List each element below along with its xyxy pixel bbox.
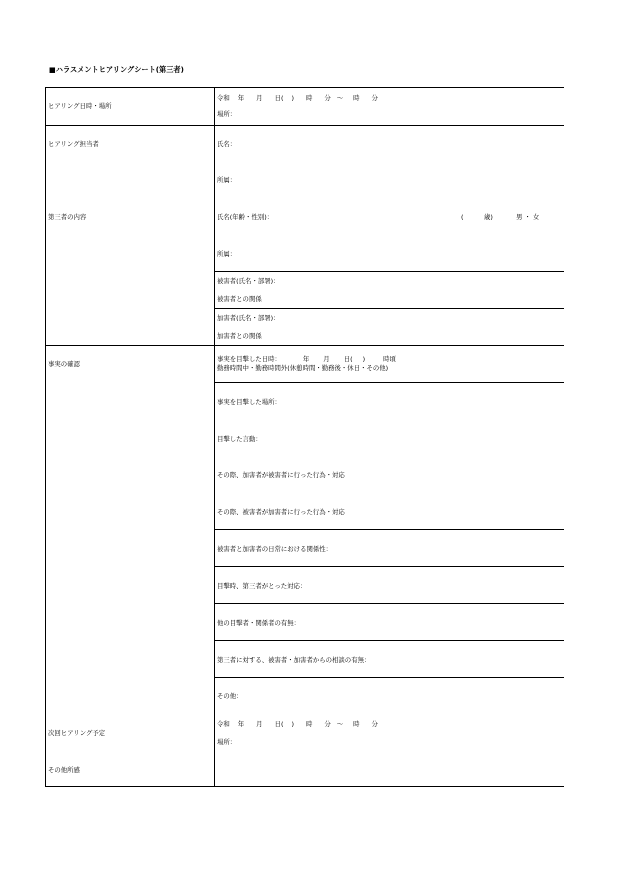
era-text: 令和 (217, 94, 230, 102)
offender-actions-field[interactable]: その際、加害者が被害者に行った行為・対応 (217, 471, 345, 479)
row-divider-others (214, 603, 564, 604)
daily-relationship-field[interactable]: 被害者と加害者の日常における関係性： (217, 545, 333, 553)
next-hearing-label: 次回ヒアリング予定 (48, 729, 106, 737)
third-party-response-field[interactable]: 目撃時、第三者がとった対応： (217, 582, 307, 590)
requests-field[interactable]: 第三者に対する、被害者・加害者からの相談の有無： (217, 656, 371, 664)
hour-text: 時 (305, 94, 313, 102)
minute-text: 分 (324, 94, 331, 102)
row-divider-relationship (214, 529, 564, 530)
witness-month-text: 月 (323, 355, 330, 363)
facts-label: 事実の確認 (48, 360, 80, 368)
column-divider (214, 87, 215, 786)
interviewer-dept-field[interactable]: 所属： (217, 176, 237, 184)
hearing-place-field[interactable]: 場所： (217, 110, 237, 118)
next-tilde-text: ～ (336, 720, 344, 728)
victim-relation-field[interactable]: 被害者との関係 (217, 295, 262, 303)
table-left-border (45, 87, 46, 786)
hearing-datetime-field[interactable] (217, 94, 378, 102)
next-hearing-place-field[interactable]: 場所： (217, 738, 237, 746)
table-top-border (45, 87, 564, 88)
third-party-name-field[interactable]: 氏名(年齢・性別)： (217, 213, 274, 221)
minute2-text: 分 (371, 94, 378, 102)
row-divider-requests (214, 640, 564, 641)
next-hour-text: 時 (305, 720, 313, 728)
next-era-text: 令和 (217, 720, 230, 728)
row-divider-other (214, 677, 564, 678)
witness-weekday-close-text: ) (362, 355, 366, 363)
month-text: 月 (256, 94, 263, 102)
sheet-title: ■ハラスメントヒアリングシート(第三者) (49, 65, 184, 74)
offender-name-field[interactable]: 加害者(氏名・部署)： (217, 314, 280, 322)
next-year-text: 年 (237, 720, 245, 728)
third-party-age-unit: 歳) (484, 213, 493, 221)
interviewer-label: ヒアリング担当者 (48, 140, 99, 148)
third-party-gender-field[interactable]: 男 ・ 女 (516, 213, 540, 221)
witness-place-field[interactable]: 事実を目撃した場所： (217, 398, 281, 406)
row-divider-offender (214, 308, 564, 309)
witness-datetime-field[interactable] (217, 355, 396, 363)
victim-actions-field[interactable]: その際、被害者が加害者に行った行為・対応 (217, 508, 345, 516)
offender-relation-field[interactable]: 加害者との関係 (217, 332, 262, 340)
row-divider-victim (214, 271, 564, 272)
tilde-text: ～ (336, 94, 344, 102)
witness-day-text: 日( (343, 355, 353, 363)
next-hearing-datetime-field[interactable] (217, 720, 378, 728)
witnessed-words-field[interactable]: 目撃した言動： (217, 435, 262, 443)
third-party-dept-field[interactable]: 所属： (217, 250, 237, 258)
next-minute-text: 分 (324, 720, 331, 728)
row-divider-place (214, 382, 564, 383)
next-hour2-text: 時 (353, 720, 360, 728)
table-bottom-border (45, 786, 564, 787)
weekday-close-text: ) (291, 94, 294, 102)
row-divider-response (214, 566, 564, 567)
victim-name-field[interactable]: 被害者(氏名・部署)： (217, 277, 280, 285)
next-month-text: 月 (256, 720, 263, 728)
third-party-label: 第三者の内容 (48, 213, 87, 221)
witness-hour-text: 時頃 (383, 355, 396, 363)
witness-year-text: 年 (302, 355, 310, 363)
next-weekday-close-text: ) (291, 720, 294, 728)
hour2-text: 時 (353, 94, 360, 102)
other-witnesses-field[interactable]: 他の目撃者・関係者の有無： (217, 619, 301, 627)
hearing-datetime-label: ヒアリング日時・場所 (48, 102, 112, 110)
third-party-age-open: ( (461, 213, 464, 221)
other-field[interactable]: その他： (217, 692, 243, 700)
work-hours-field[interactable]: 勤務時間中・勤務時間外(休憩時間・勤務後・休日・その他) (217, 364, 389, 372)
other-remarks-label: その他所感 (48, 766, 80, 774)
day-text: 日( (274, 94, 284, 102)
row-divider-hearing (45, 125, 564, 126)
witness-datetime-label: 事実を目撃した日時： (217, 355, 281, 363)
year-text: 年 (237, 94, 245, 102)
row-divider-facts (45, 345, 564, 346)
next-minute2-text: 分 (371, 720, 378, 728)
interviewer-name-field[interactable]: 氏名： (217, 140, 237, 148)
next-day-text: 日( (274, 720, 284, 728)
